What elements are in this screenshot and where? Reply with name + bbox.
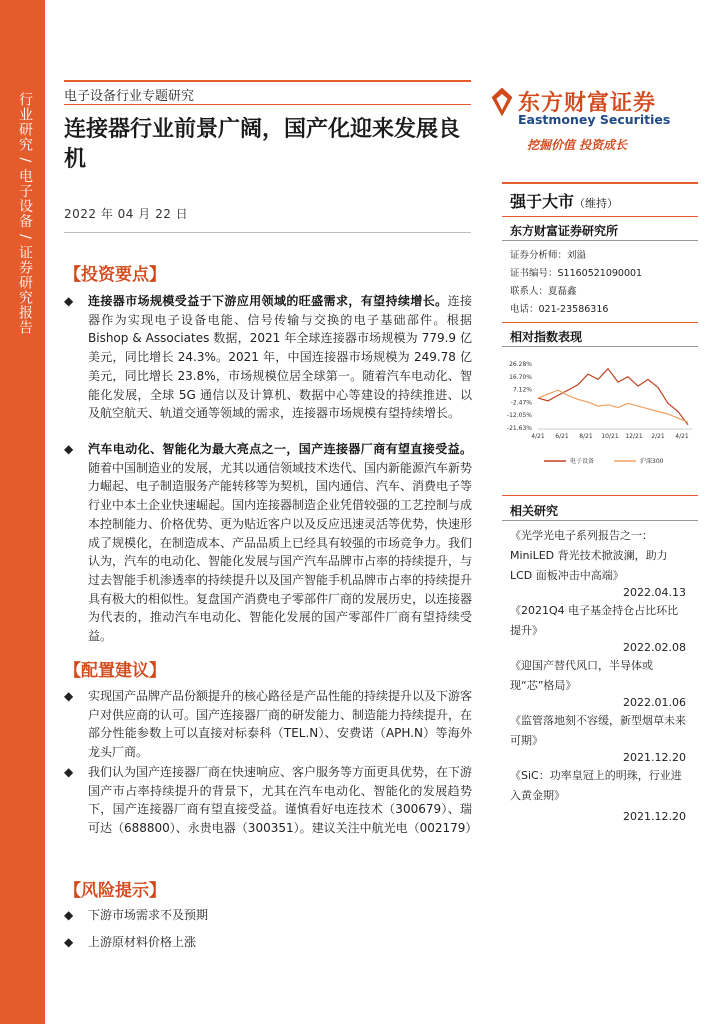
related-top-rule: [502, 495, 698, 496]
rating: [510, 189, 618, 212]
investment-point-2: [88, 440, 472, 646]
risk-item-1: 下游市场需求不及预期: [88, 908, 209, 922]
bullet-icon: ◆: [64, 689, 74, 703]
bullet-icon: ◆: [64, 908, 74, 922]
rating-note: （维持）: [574, 197, 619, 210]
related-report-2-date: 2022.02.08: [623, 641, 686, 654]
license-number: 证书编号：S1160521090001: [510, 268, 643, 279]
legend-label-0: 电子设备: [570, 458, 595, 465]
chart-title: 相对指数表现: [510, 330, 583, 344]
brand-name-cn: 东方财富证券: [518, 91, 657, 116]
x-tick-label: 10/21: [601, 433, 619, 440]
allocation-point-2: 我们认为国产连接器厂商在快速响应、客户服务等方面更具优势，在下游国产市占率持续提升的背景下，尤其在汽车电动化、智能化的发展趋势下，国产连接器厂商有望直接受益。谨慎看好电连技术（300679）、瑞可达（688800）、永贵电器（300351）。建议关注中航光电（002179）: [88, 765, 478, 836]
series-line-0: [538, 369, 688, 425]
institute-underline: [502, 240, 698, 241]
legend-label-1: 沪深300: [640, 458, 664, 465]
related-report-3[interactable]: 《迎国产替代风口，半导体或现“芯”格局》: [510, 659, 653, 692]
header-rule: [64, 80, 471, 82]
bullet-icon: ◆: [64, 765, 74, 779]
related-report-3-date: 2022.01.06: [623, 696, 686, 709]
x-tick-label: 6/21: [555, 433, 569, 440]
y-tick-label: -12.05%: [506, 412, 532, 420]
institute-rule: [502, 216, 698, 217]
brand-name-en: Eastmoney Securities: [518, 112, 671, 127]
investment-heading: 【投资要点】: [64, 265, 166, 285]
series-line-1: [538, 390, 688, 422]
report-date: 2022 年 04 月 22 日: [64, 207, 189, 221]
x-tick-label: 8/21: [579, 433, 593, 440]
x-tick-label: 2/21: [651, 433, 665, 440]
related-report-5-date: 2021.12.20: [623, 810, 686, 823]
y-tick-label: 26.28%: [509, 361, 532, 368]
x-tick-label: 12/21: [625, 433, 643, 440]
risk-item-2: 上游原材料价格上涨: [88, 935, 197, 949]
date-rule: [64, 232, 471, 233]
sidebar-label: 行业研究 / 电子设备 / 证券研究报告: [17, 92, 33, 336]
related-report-2[interactable]: 《2021Q4 电子基金持仓占比环比提升》: [510, 604, 679, 637]
analyst: 证券分析师：刘溢: [510, 250, 587, 261]
risk-heading: 【风险提示】: [64, 881, 166, 901]
chart-top-rule: [502, 322, 698, 323]
bullet-icon: ◆: [64, 935, 74, 949]
related-heading: 相关研究: [510, 504, 559, 518]
investment-point-1-lead: 连接器市场规模受益于下游应用领域的旺盛需求，有望持续增长。: [88, 294, 448, 308]
y-tick-label: -21.63%: [506, 425, 532, 432]
investment-point-2-lead: 汽车电动化、智能化为最大亮点之一，国产连接器厂商有望直接受益。: [88, 442, 472, 456]
related-report-4-date: 2021.12.20: [623, 751, 686, 764]
x-tick-label: 4/21: [675, 433, 689, 440]
page-title: 连接器行业前景广阔，国产化迎来发展良机: [64, 117, 461, 172]
investment-point-1-text: 连接器作为实现电子设备电能、信号传输与交换的电子基础部件。根据 Bishop & Associates 数据，2021 年全球连接器市场规模为 779.9 亿美元，同比增长 24.3%。2021 年，中国连接器市场规模为 249.78 亿美元，同比增长 23.8%，市场规模位居全球第一。随着汽车电动化、智能化发展，全球 5G 通信以及计算机、数据中心等建设的持续推进、以及航空航天、轨道交通等领域的需求，连接器市场规模有望持续增长。: [88, 294, 472, 421]
bullet-icon: ◆: [64, 294, 74, 308]
y-tick-label: 7.12%: [512, 386, 532, 394]
brand-slogan: 挖掘价值 投资成长: [527, 138, 628, 152]
related-underline: [502, 520, 698, 521]
allocation-point-1: 实现国产品牌产品份额提升的核心路径是产品性能的持续提升以及下游客户对供应商的认可。国产连接器厂商的研发能力、制造能力持续提升，在部分性能参数上可以直接对标泰科（TEL.N）、安费诺（APH.N）等海外龙头厂商。: [88, 689, 473, 760]
rating-rule: [502, 182, 698, 184]
related-report-1-date: 2022.04.13: [623, 586, 686, 599]
bullet-icon: ◆: [64, 442, 74, 456]
related-report-5[interactable]: 《SiC：功率皇冠上的明珠，行业进入黄金期》: [510, 769, 682, 802]
report-category: 电子设备行业专题研究: [64, 89, 195, 104]
brand-logo-icon: [490, 86, 514, 118]
allocation-heading: 【配置建议】: [64, 661, 166, 681]
investment-point-2-text: 随着中国制造业的发展，尤其以通信领域技术迭代、国内新能源汽车新势力崛起、电子制造服务产能转移等为契机，国内通信、汽车、消费电子等行业中本土企业快速崛起。国内连接器制造企业凭借较强的工艺控制与成本控制能力、价格优势、更为贴近客户以及反应迅速灵活等优势，快速形成了规模化，在制造成本、产品品质上已经具有较强的市场竞争力。我们认为，汽车的电动化、智能化发展与国产汽车品牌市占率的持续提升，与过去智能手机渗透率的持续提升以及国产智能手机品牌市占率的持续提升具有极大的相似性。复盘国产消费电子零部件厂商的发展历史，以连接器为代表的，推动汽车电动化、智能化发展的国产零部件厂商有望持续受益。: [88, 460, 473, 644]
relative-index-chart: [502, 355, 698, 473]
related-report-1[interactable]: 《光学光电子系列报告之一：MiniLED 背光技术掀波澜，助力 LCD 面板冲击中高端》: [510, 529, 668, 582]
phone: 电话：021-23586316: [510, 304, 609, 315]
related-report-4[interactable]: 《监管落地刻不容缓，新型烟草未来可期》: [510, 714, 686, 747]
rating-label: 强于大市: [510, 192, 575, 211]
investment-point-1: [88, 292, 472, 423]
x-tick-label: 4/21: [531, 433, 545, 440]
y-tick-label: 16.70%: [509, 373, 532, 381]
y-tick-label: -2.47%: [510, 399, 532, 407]
title-rule: [64, 104, 471, 105]
contact: 联系人：夏磊鑫: [510, 286, 577, 297]
institute-name: 东方财富证券研究所: [510, 224, 619, 238]
chart-title-underline: [502, 346, 698, 347]
sidebar: [0, 0, 45, 1024]
